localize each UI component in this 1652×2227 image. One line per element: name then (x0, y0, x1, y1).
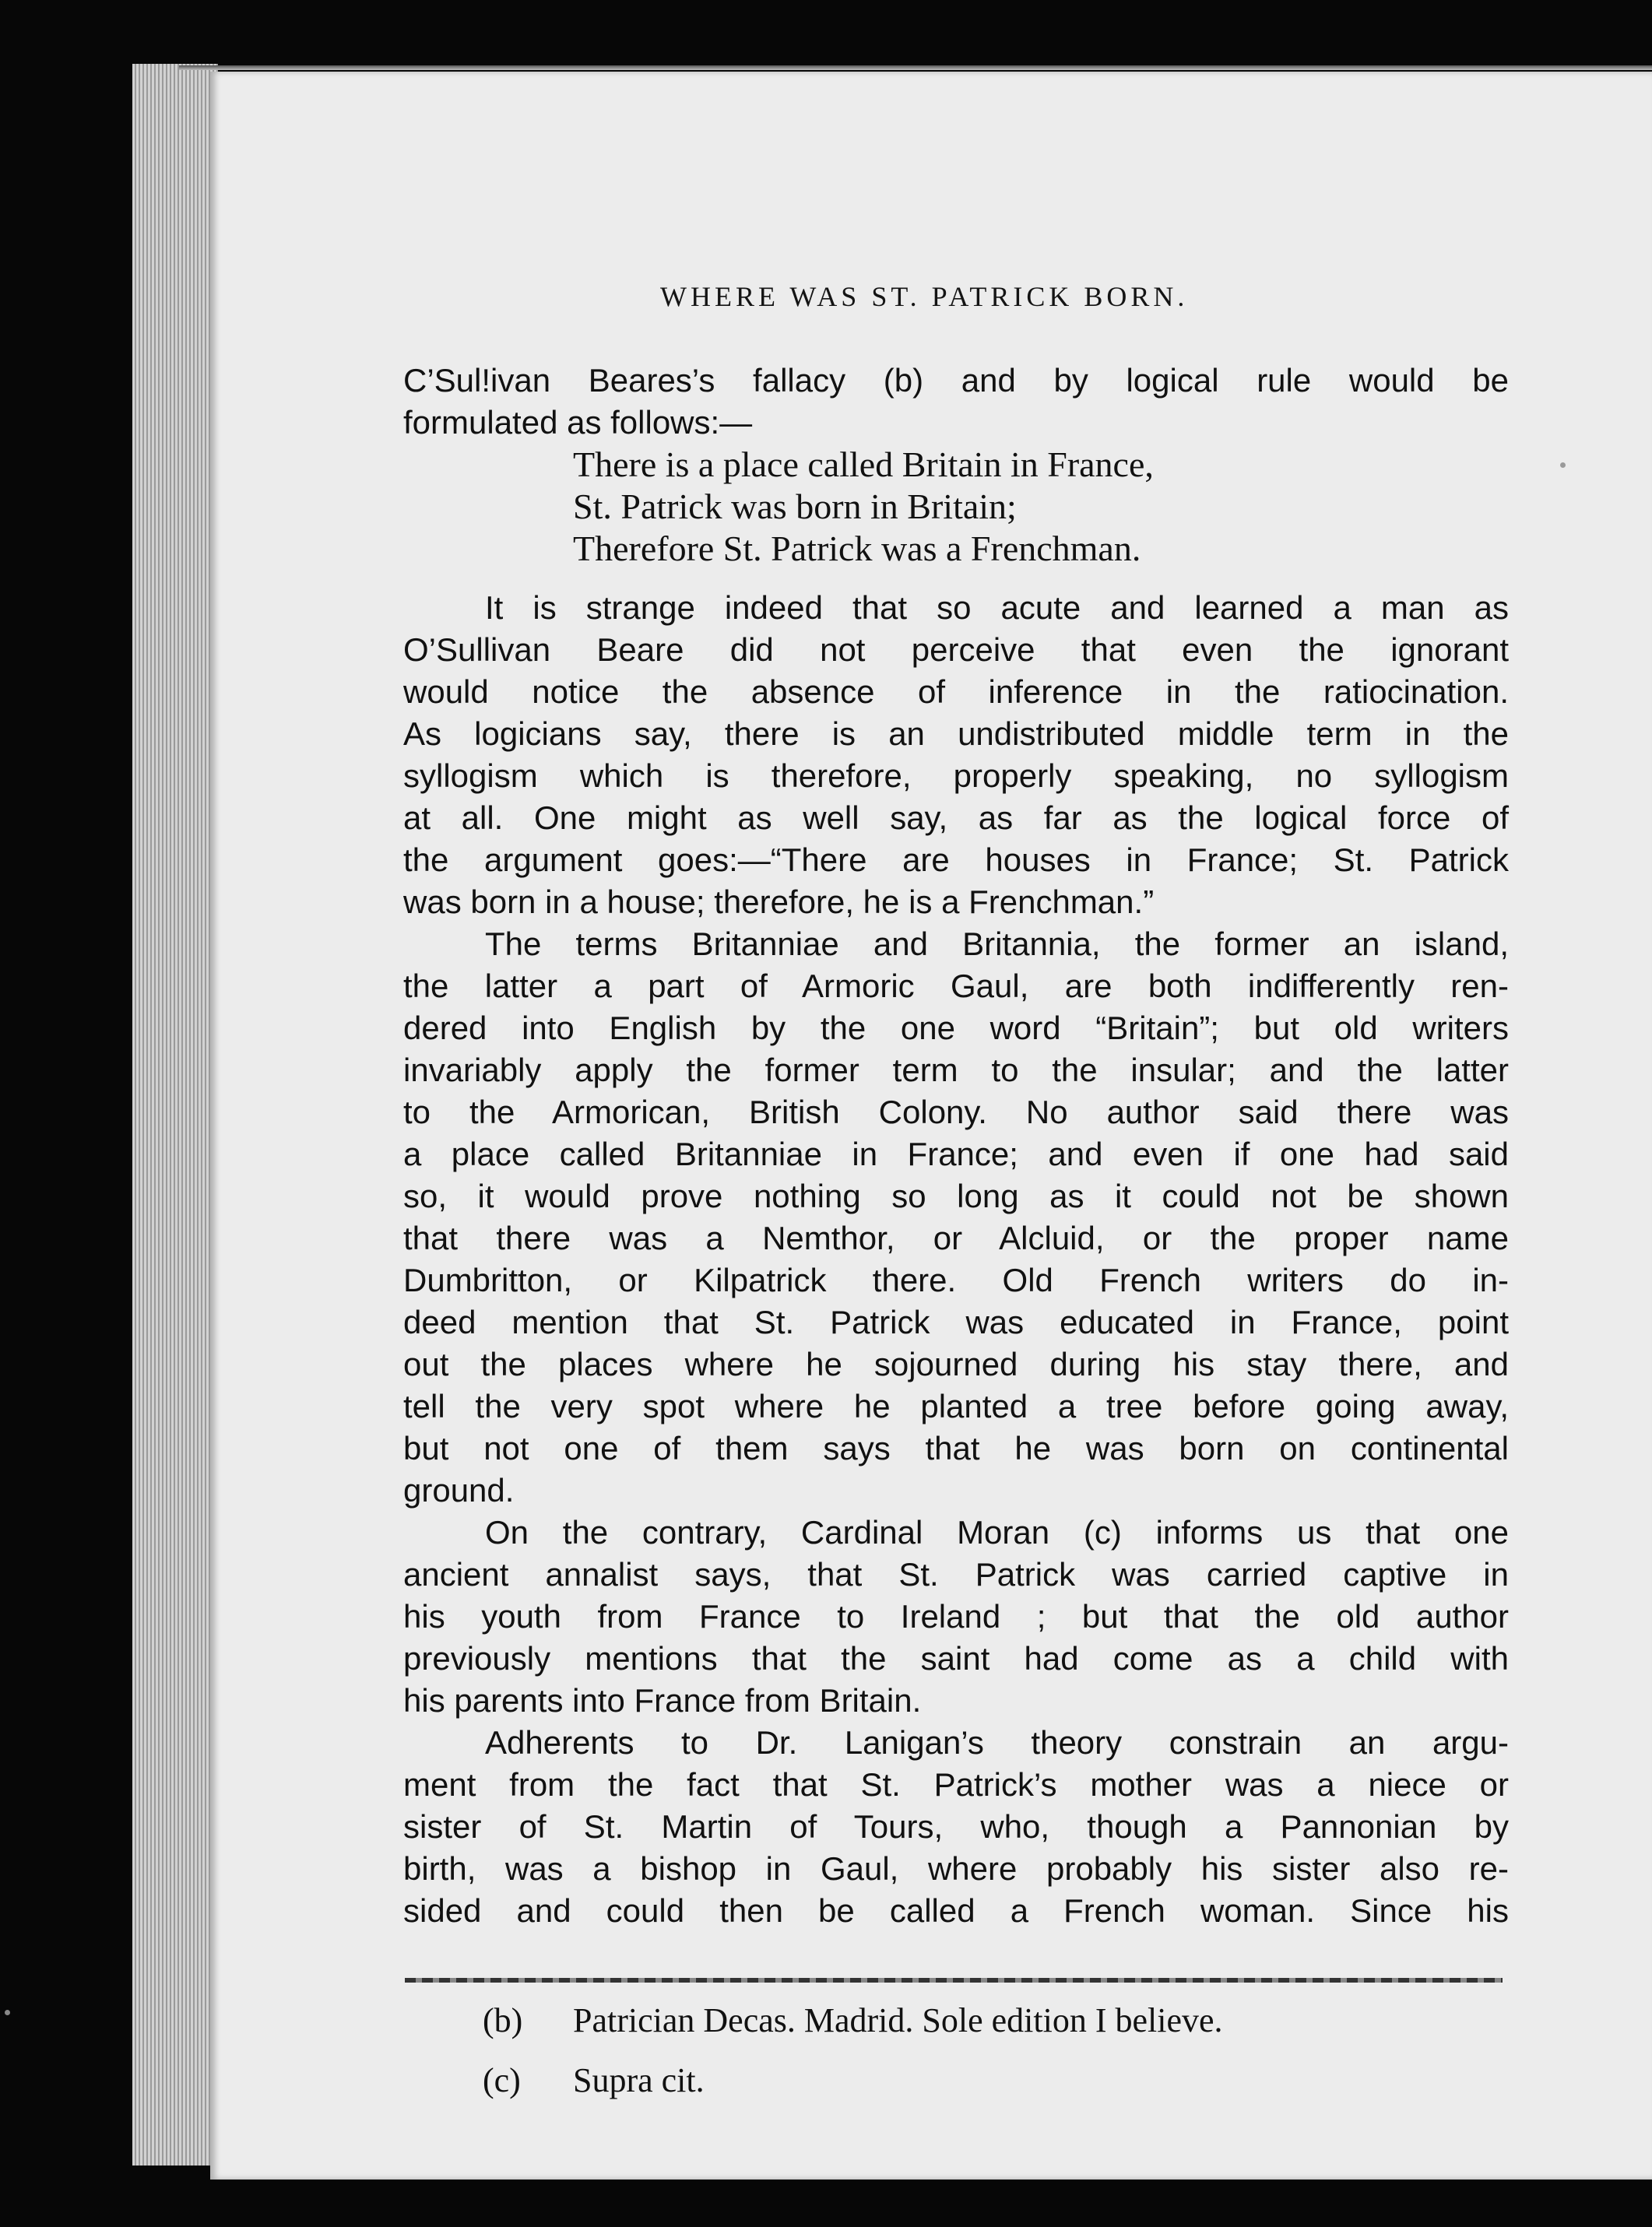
text-line: was born in a house; therefore, he is a Frenchman.” (403, 883, 1155, 920)
text-line: tell the very spot where he planted a tree before going away, (403, 1388, 1509, 1424)
text-line: but not one of them says that he was born on continental (403, 1430, 1509, 1467)
text-line: Dumbritton, or Kilpatrick there. Old French writers do in- (403, 1262, 1509, 1298)
text-line: dered into English by the one word “Britain”; but old writers (403, 1010, 1509, 1046)
syllogism-line: St. Patrick was born in Britain; (573, 486, 1017, 526)
body-text (403, 360, 1509, 1932)
text-line: his parents into France from Britain. (403, 1682, 922, 1719)
text-line: to the Armorican, British Colony. No author said there was (403, 1094, 1509, 1130)
text-line: ancient annalist says, that St. Patrick was carried captive in (403, 1556, 1509, 1593)
text-line: The terms Britanniae and Britannia, the former an island, (485, 926, 1509, 962)
text-line: birth, was a bishop in Gaul, where probably his sister also re- (403, 1850, 1509, 1887)
text-line: C’Sul!ivan Beares’s fallacy (b) and by logical rule would be (403, 362, 1509, 399)
text-line: the argument goes:—“There are houses in France; St. Patrick (403, 841, 1509, 878)
text-line: would notice the absence of inference in the ratiocination. (403, 673, 1509, 710)
text-line: ment from the fact that St. Patrick’s mother was a niece or (403, 1766, 1509, 1803)
syllogism-line: There is a place called Britain in France, (573, 444, 1154, 484)
text-line: Adherents to Dr. Lanigan’s theory constrain an argu- (485, 1724, 1509, 1761)
text-line: sided and could then be called a French woman. Since his (403, 1892, 1509, 1929)
text-line: sister of St. Martin of Tours, who, though a Pannonian by (403, 1808, 1509, 1845)
text-line: out the places where he sojourned during his stay there, and (403, 1346, 1509, 1382)
text-line: his youth from France to Ireland ; but that the old author (403, 1598, 1509, 1635)
footnote-rule (405, 1978, 1503, 1983)
syllogism-line: Therefore St. Patrick was a Frenchman. (573, 529, 1141, 568)
text-line: O’Sullivan Beare did not perceive that even the ignorant (403, 631, 1509, 668)
text-line: As logicians say, there is an undistributed middle term in the (403, 715, 1509, 752)
text-line: at all. One might as well say, as far as the logical force of (403, 799, 1509, 836)
footnote-c (483, 2060, 705, 2100)
text-line: previously mentions that the saint had come as a child with (403, 1640, 1509, 1677)
text-line: the latter a part of Armoric Gaul, are both indifferently ren- (403, 968, 1509, 1004)
text-line: It is strange indeed that so acute and learned a man as (485, 589, 1509, 626)
text-line: invariably apply the former term to the insular; and the latter (403, 1052, 1509, 1088)
text-line: formulated as follows:— (403, 404, 753, 441)
footnote-text: Patrician Decas. Madrid. Sole edition I believe. (573, 2001, 1223, 2039)
paper-speck (5, 2010, 10, 2015)
running-head: WHERE WAS ST. PATRICK BORN. (660, 281, 1189, 312)
text-line: syllogism which is therefore, properly speaking, no syllogism (403, 757, 1509, 794)
text-line: On the contrary, Cardinal Moran (c) informs us that one (485, 1514, 1509, 1551)
text-line: that there was a Nemthor, or Alcluid, or the proper name (403, 1220, 1509, 1256)
text-line: a place called Britanniae in France; and even if one had said (403, 1136, 1509, 1172)
footnote-b (483, 2000, 1223, 2040)
page-edges (132, 64, 218, 2166)
text-line: so, it would prove nothing so long as it could not be shown (403, 1178, 1509, 1214)
text-line: ground. (403, 1472, 515, 1509)
paper-speck (1560, 462, 1566, 468)
text-line: deed mention that St. Patrick was educated in France, point (403, 1304, 1509, 1340)
footnote-text: Supra cit. (573, 2061, 705, 2099)
page-top-edge (179, 65, 1652, 70)
footnote-label: (b) (483, 2001, 523, 2039)
footnote-label: (c) (483, 2061, 521, 2099)
